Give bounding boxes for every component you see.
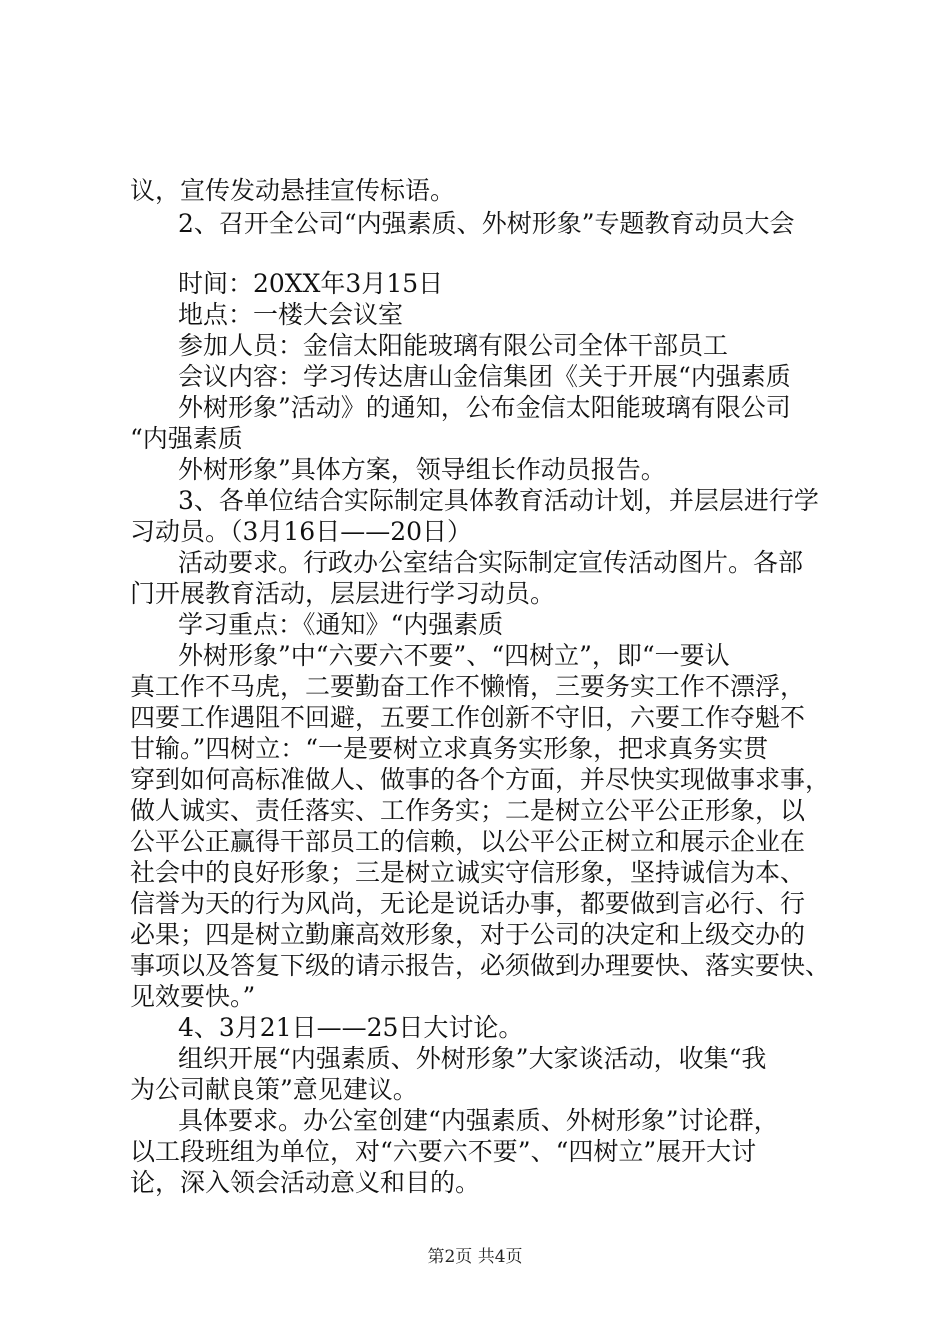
text-line: 2、召开全公司“内强素质、外树形象”专题教育动员大会 <box>178 209 795 238</box>
text-line: 见效要快。” <box>130 982 256 1011</box>
text-line: 公平公正赢得干部员工的信赖，以公平公正树立和展示企业在 <box>130 827 806 856</box>
text-line: 3、各单位结合实际制定具体教育活动计划，并层层进行学 <box>178 486 819 515</box>
text-line: 必果；四是树立勤廉高效形象，对于公司的决定和上级交办的 <box>130 920 806 949</box>
text-line: 甘输。”四树立：“一是要树立求真务实形象，把求真务实贯 <box>130 734 769 763</box>
text-line: 四要工作遇阻不回避，五要工作创新不守旧，六要工作夺魁不 <box>130 703 806 732</box>
text-line: 为公司献良策”意见建议。 <box>130 1075 418 1104</box>
text-line: 学习重点：《通知》“内强素质 <box>178 610 504 639</box>
text-line: 习动员。（3月16日——20日） <box>130 517 473 546</box>
text-line: 外树形象”活动》的通知，公布金信太阳能玻璃有限公司 <box>178 393 791 422</box>
page-footer: 第2页 共4页 <box>427 1247 523 1267</box>
text-line: 真工作不马虎，二要勤奋工作不懒惰，三要务实工作不漂浮， <box>130 672 806 701</box>
text-line: 事项以及答复下级的请示报告，必须做到办理要快、落实要快、 <box>130 951 831 980</box>
text-line: 信誉为天的行为风尚，无论是说话办事，都要做到言必行、行 <box>130 889 806 918</box>
text-line: 地点：一楼大会议室 <box>178 300 404 329</box>
text-line: 做人诚实、责任落实、工作务实；二是树立公平公正形象，以 <box>130 796 806 825</box>
text-line: 以工段班组为单位，对“六要六不要”、“四树立”展开大讨 <box>130 1137 757 1166</box>
text-line: 参加人员：金信太阳能玻璃有限公司全体干部员工 <box>178 331 729 360</box>
text-line: “内强素质 <box>130 424 243 453</box>
text-line: 外树形象”中“六要六不要”、“四树立”，即“一要认 <box>178 641 730 670</box>
text-line: 外树形象”具体方案，领导组长作动员报告。 <box>178 455 666 484</box>
text-line: 穿到如何高标准做人、做事的各个方面，并尽快实现做事求事， <box>130 765 831 794</box>
text-line: 活动要求。行政办公室结合实际制定宣传活动图片。各部 <box>178 548 804 577</box>
text-line: 组织开展“内强素质、外树形象”大家谈活动，收集“我 <box>178 1044 767 1073</box>
text-line: 4、3月21日——25日大讨论。 <box>178 1013 524 1042</box>
text-line: 具体要求。办公室创建“内强素质、外树形象”讨论群， <box>178 1106 779 1135</box>
text-line: 社会中的良好形象；三是树立诚实守信形象，坚持诚信为本、 <box>130 858 806 887</box>
text-line: 议，宣传发动悬挂宣传标语。 <box>130 176 456 205</box>
text-line: 会议内容：学习传达唐山金信集团《关于开展“内强素质 <box>178 362 791 391</box>
text-line: 门开展教育活动，层层进行学习动员。 <box>130 579 556 608</box>
text-line: 时间：20XX年3月15日 <box>178 269 444 298</box>
text-line: 论，深入领会活动意义和目的。 <box>130 1168 481 1197</box>
